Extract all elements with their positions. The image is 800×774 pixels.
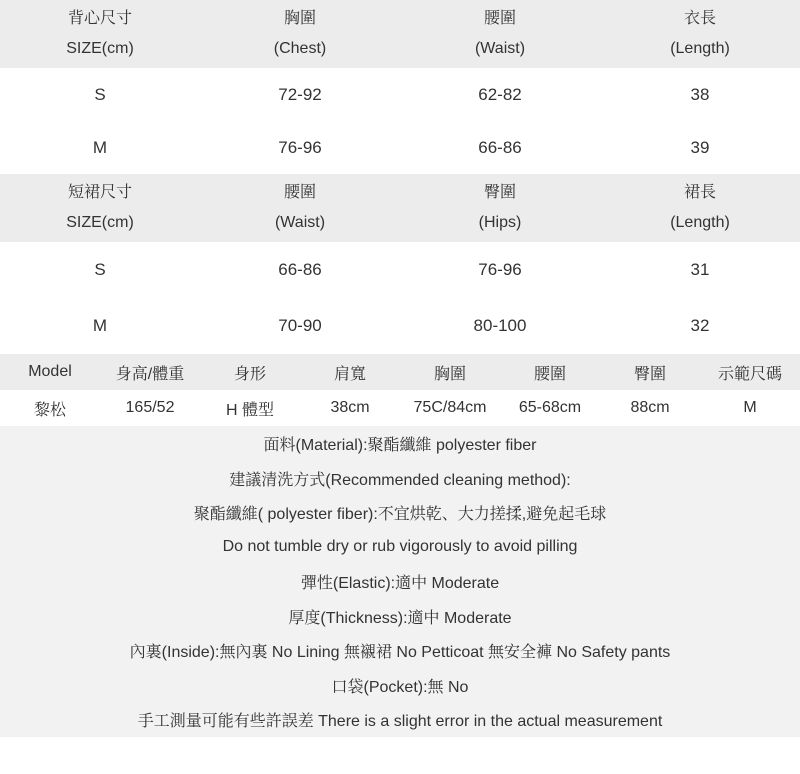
- vest-header-chest: [200, 0, 400, 68]
- table-cell: 72-92: [278, 84, 322, 104]
- vest-size-table: [0, 0, 800, 174]
- note-pocket: 口袋(Pocket):無 No: [331, 678, 469, 696]
- header-en: SIZE(cm): [66, 40, 134, 57]
- table-cell: 70-90: [278, 316, 322, 335]
- header-zh: 衣長: [683, 10, 716, 27]
- table-cell: 66-86: [278, 260, 322, 279]
- skirt-row-s: [0, 242, 800, 298]
- skirt-header-hips: [400, 174, 600, 242]
- note-no-tumble-dry: Do not tumble dry or rub vigorously to avoid pilling: [222, 538, 578, 555]
- skirt-header-waist: [200, 174, 400, 242]
- model-header-hips: 臀圍: [633, 365, 666, 383]
- model-header-chest: 胸圍: [433, 365, 466, 383]
- header-en: SIZE(cm): [66, 214, 134, 231]
- header-zh: 腰圍: [283, 184, 316, 201]
- model-waist: 65-68cm: [518, 399, 582, 416]
- vest-header-length: [600, 0, 800, 68]
- vest-row-m: [0, 121, 800, 174]
- table-cell: 76-96: [278, 137, 322, 157]
- table-cell: 66-86: [478, 137, 522, 157]
- note-fiber-care: 聚酯纖維( polyester fiber):不宜烘乾、大力搓揉,避免起毛球: [193, 506, 607, 523]
- vest-row-s: [0, 68, 800, 121]
- model-header-model: Model: [28, 363, 72, 380]
- header-zh: 胸圍: [283, 10, 316, 27]
- note-material: 面料(Material):聚酯纖維 polyester fiber: [263, 437, 537, 454]
- note-cleaning-method: 建議清洗方式(Recommended cleaning method):: [229, 471, 571, 489]
- vest-header-waist: [400, 0, 600, 68]
- table-cell: M: [92, 137, 108, 157]
- header-en: (Waist): [474, 40, 526, 57]
- header-zh: 裙長: [683, 184, 716, 201]
- table-cell: 38: [690, 84, 710, 104]
- model-demo-size: M: [743, 399, 757, 416]
- model-chest: 75C/84cm: [413, 399, 487, 416]
- model-info-table: [0, 354, 800, 426]
- table-cell: M: [92, 316, 108, 335]
- table-cell: 31: [690, 260, 710, 279]
- skirt-size-table: [0, 174, 800, 354]
- model-body-shape: H 體型: [225, 401, 274, 419]
- model-header-demo-size: 示範尺碼: [717, 365, 782, 383]
- header-en: (Chest): [273, 40, 327, 57]
- skirt-header-length: [600, 174, 800, 242]
- model-table-row: [0, 390, 800, 426]
- bottom-whitespace: [0, 737, 800, 774]
- model-header-shoulder: 肩寬: [333, 365, 366, 383]
- table-cell: 62-82: [478, 84, 522, 104]
- table-cell: S: [94, 84, 106, 104]
- note-elastic: 彈性(Elastic):適中 Moderate: [300, 575, 500, 592]
- header-zh: 腰圍: [483, 10, 516, 27]
- note-measurement-error: 手工測量可能有些許誤差 There is a slight error in the actual measurement: [137, 713, 663, 730]
- header-en: (Waist): [274, 214, 326, 231]
- vest-table-header: [0, 0, 800, 68]
- header-zh: 臀圍: [483, 184, 516, 201]
- header-en: (Hips): [478, 214, 522, 231]
- table-cell: 76-96: [478, 260, 522, 279]
- product-notes: [0, 426, 800, 737]
- model-name: 黎松: [33, 401, 66, 419]
- model-shoulder: 38cm: [330, 399, 370, 416]
- model-table-header: [0, 354, 800, 390]
- note-inside: 內裏(Inside):無內裏 No Lining 無襯裙 No Petticoat 無安全褲 No Safety pants: [129, 644, 671, 661]
- skirt-row-m: [0, 298, 800, 354]
- table-cell: 80-100: [473, 316, 527, 335]
- table-cell: S: [94, 260, 106, 279]
- header-en: (Length): [670, 40, 730, 57]
- table-cell: 39: [690, 137, 710, 157]
- header-zh: 短裙尺寸: [67, 184, 132, 201]
- model-height-weight: 165/52: [125, 399, 175, 416]
- note-thickness: 厚度(Thickness):適中 Moderate: [288, 609, 512, 627]
- skirt-header-size: [0, 174, 200, 242]
- table-cell: 32: [690, 316, 710, 335]
- model-header-height-weight: 身高/體重: [115, 365, 185, 383]
- skirt-table-header: [0, 174, 800, 242]
- vest-header-size: [0, 0, 200, 68]
- header-zh: 背心尺寸: [67, 10, 132, 27]
- model-header-body-shape: 身形: [233, 365, 266, 383]
- header-en: (Length): [670, 214, 730, 231]
- model-header-waist: 腰圍: [533, 365, 566, 383]
- model-hips: 88cm: [630, 399, 670, 416]
